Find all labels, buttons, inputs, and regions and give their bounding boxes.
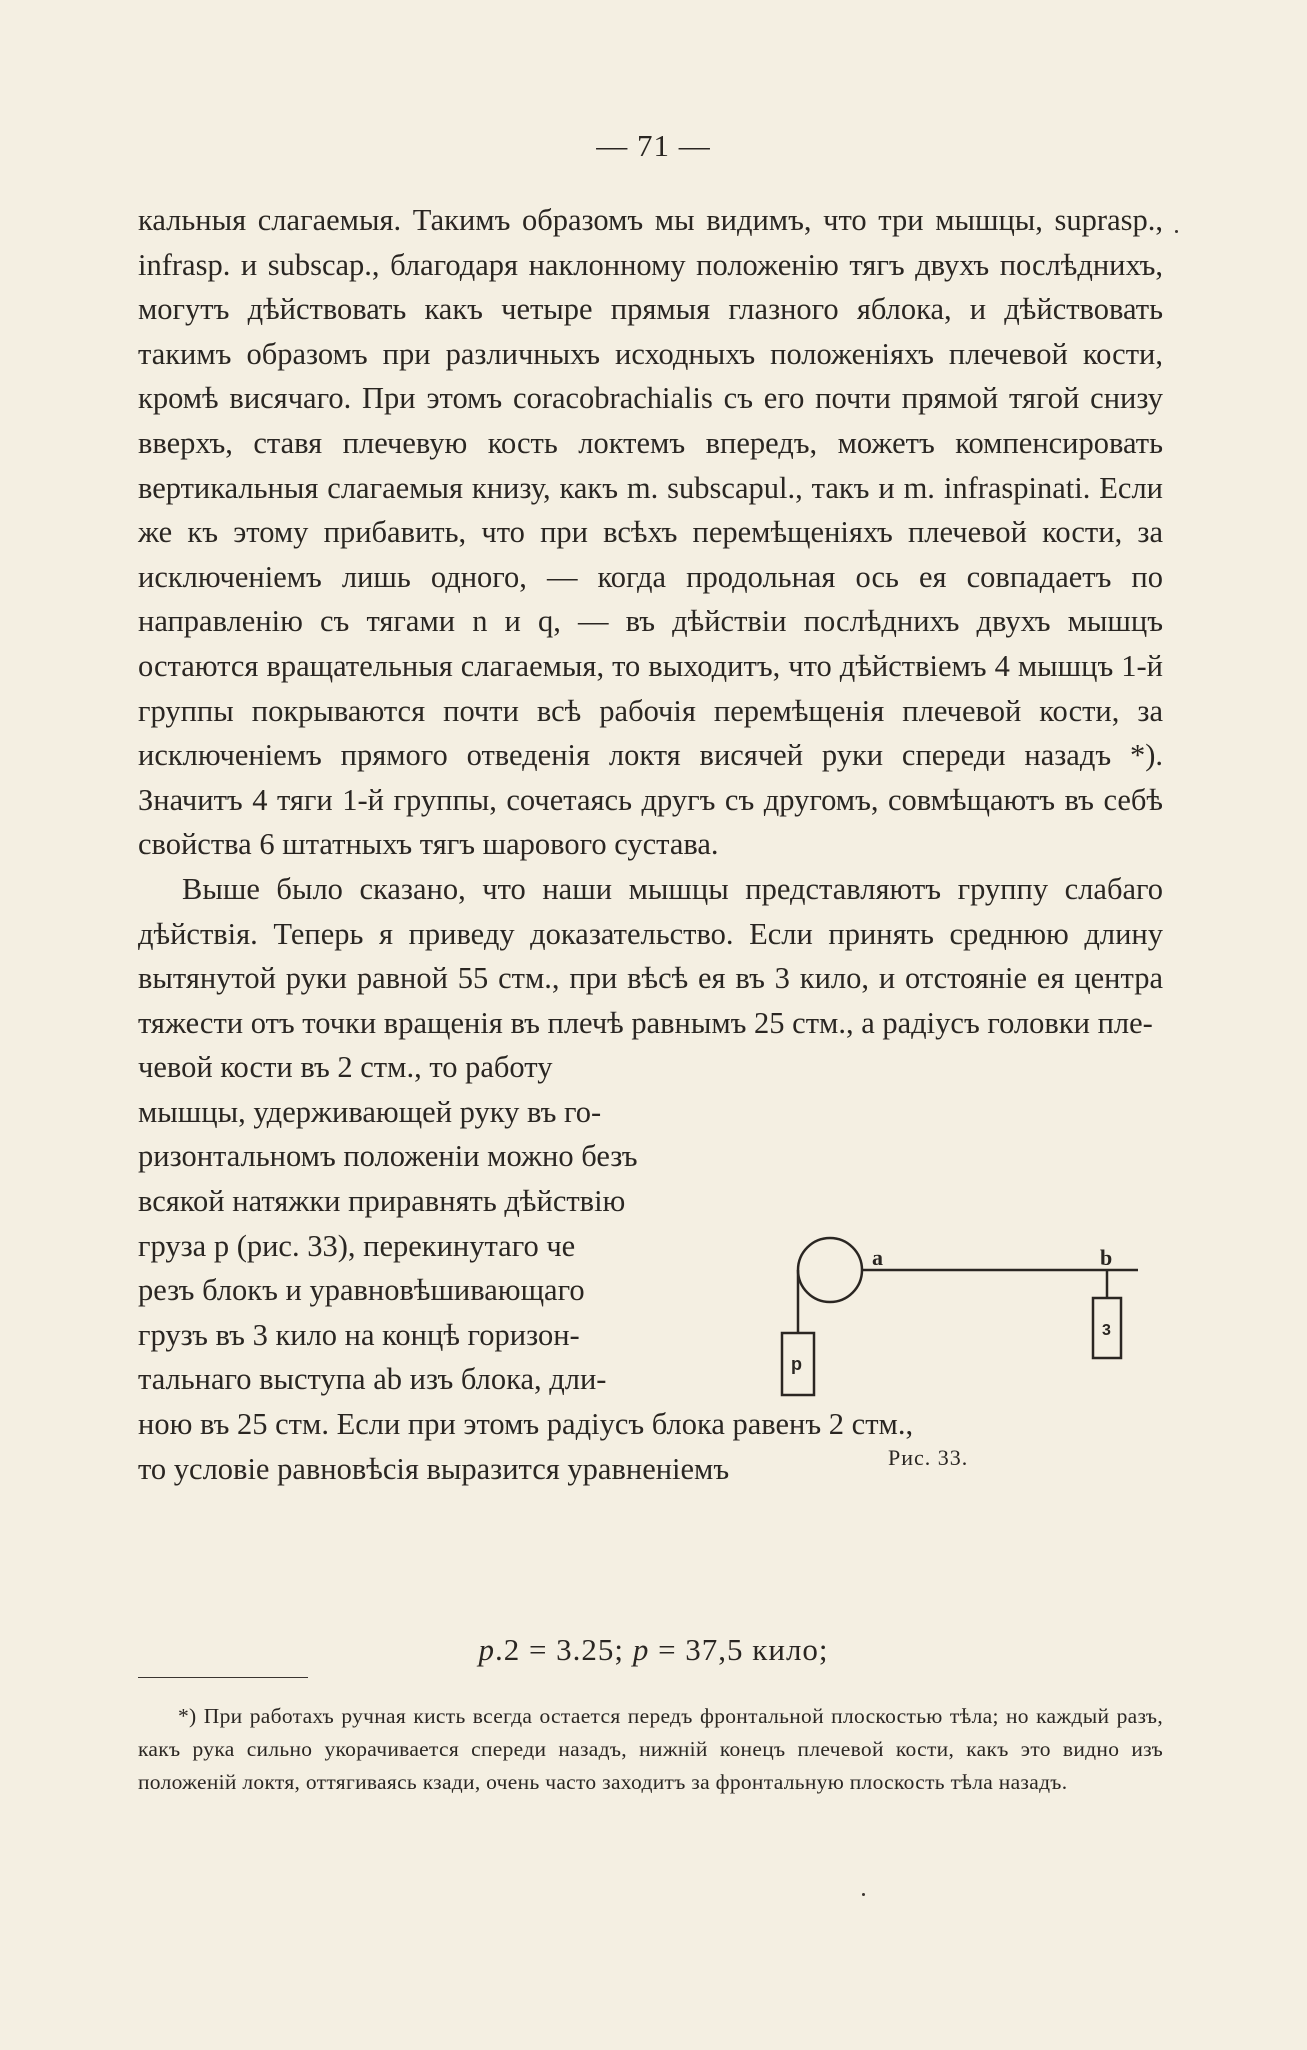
footnote xyxy=(138,1700,1163,1799)
tail-line: ною въ 25 стм. Если при этомъ радіусъ блока равенъ 2 стм., xyxy=(138,1407,914,1442)
label-a: a xyxy=(872,1245,883,1270)
label-weight: 3 xyxy=(1102,1322,1111,1339)
pulley-wheel xyxy=(798,1238,862,1302)
wrapped-line: резъ блокъ и уравновѣшивающаго xyxy=(138,1273,585,1308)
wrapped-line: всякой натяжки приравнять дѣйствію xyxy=(138,1184,626,1219)
page-speck xyxy=(1175,230,1178,233)
tail-line: то условіе равновѣсія выразится уравненіемъ xyxy=(138,1451,730,1486)
label-b: b xyxy=(1100,1245,1113,1270)
page-speck xyxy=(862,1893,865,1896)
wrapped-line: тальнаго выступа ab изъ блока, дли- xyxy=(138,1362,607,1397)
paragraph-2-lead: Выше было сказано, что наши мышцы представляютъ группу слабаго дѣйствія. Теперь я приведу доказательство. Если принять среднюю длину вытянутой руки равной 55 стм., при вѣсѣ ея въ 3 кило, и отстояніе ея центра тяжести отъ точки вращенія въ плечѣ равнымъ 25 стм., а радіусъ головки пле- xyxy=(138,871,1163,1040)
figure-33 xyxy=(780,1225,1145,1485)
footnote-text: *) При работахъ ручная кисть всегда остается передъ фронтальной плоскостью тѣла; но каждый разъ, какъ рука сильно укорачивается спереди назадъ, нижній конецъ плечевой кости, какъ это видно изъ положеній локтя, оттягиваясь кзади, очень часто заходитъ за фронтальную плоскость тѣла назадъ. xyxy=(138,1704,1163,1794)
paragraph-2-wrapped xyxy=(138,1045,738,1402)
wrapped-line: мышцы, удерживающей руку въ го- xyxy=(138,1094,602,1129)
equation-var-p: p xyxy=(478,1632,495,1667)
label-p: p xyxy=(791,1354,802,1374)
equation-var-p: p xyxy=(632,1632,650,1667)
equation xyxy=(0,1632,1307,1668)
page-number: — 71 — xyxy=(596,128,711,163)
wrapped-line: чевой кости въ 2 стм., то работу xyxy=(138,1050,553,1085)
equation-part-2: = 37,5 кило; xyxy=(649,1632,829,1667)
pulley-diagram xyxy=(780,1225,1145,1435)
wrapped-line: ризонтальномъ положеніи можно безъ xyxy=(138,1139,638,1174)
wrapped-line: груза p (рис. 33), перекинутаго че xyxy=(138,1228,576,1263)
footnote-divider xyxy=(138,1677,308,1678)
wrapped-line: грузъ въ 3 кило на концѣ горизон- xyxy=(138,1317,580,1352)
equation-part-1: .2 = 3.25; xyxy=(494,1632,625,1667)
figure-caption: Рис. 33. xyxy=(888,1445,969,1470)
paragraph-1: кальныя слагаемыя. Такимъ образомъ мы видимъ, что три мышцы, suprasp., infrasp. и subscap., благодаря наклонному положенію тягъ двухъ послѣднихъ, могутъ дѣйствовать какъ четыре прямыя глазного яблока, и дѣйствовать такимъ образомъ при различныхъ исходныхъ положеніяхъ плечевой кости, кромѣ висячаго. При этомъ coracobrachialis съ его почти прямой тягой снизу вверхъ, ставя плечевую кость локтемъ впередъ, можетъ компенсировать вертикальныя слагаемыя книзу, какъ m. subscapul., такъ и m. infraspinati. Если же къ этому прибавить, что при всѣхъ перемѣщеніяхъ плечевой кости, за исключеніемъ лишь одного, — когда продольная ось ея совпадаетъ по направленію съ тягами n и q, — въ дѣйствіи послѣднихъ двухъ мышцъ остаются вращательныя слагаемыя, то выходитъ, что дѣйствіемъ 4 мышцъ 1-й группы покрываются почти всѣ рабочія перемѣщенія плечевой кости, за исключеніемъ прямого отведенія локтя висячей руки спереди назадъ *). Значитъ 4 тяги 1-й группы, сочетаясь другъ съ другомъ, совмѣщаютъ въ себѣ свойства 6 штатныхъ тягъ шарового сустава. xyxy=(138,203,1163,862)
